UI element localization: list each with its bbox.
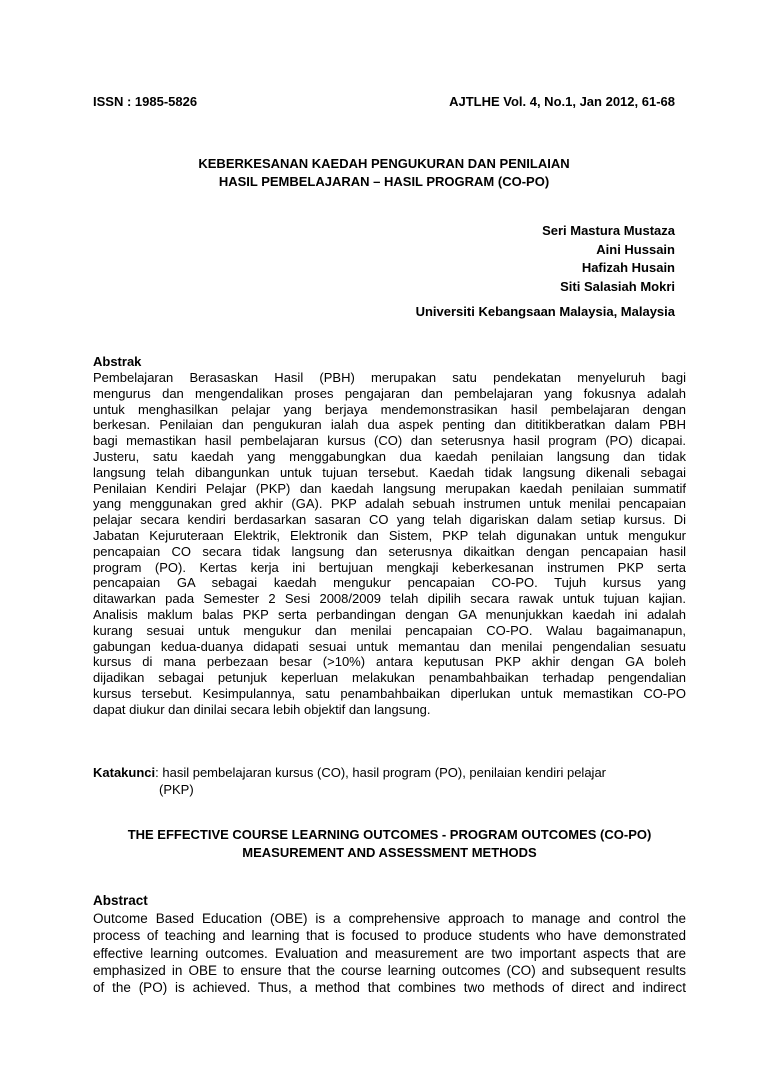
abstrak-line: berkesan. Penilaian dan pengukuran ialah dua aspek penting dan dititikberatkan dalam PBH <box>93 417 686 433</box>
issn-text: ISSN : 1985-5826 <box>93 94 198 109</box>
abstract-heading: Abstract <box>93 893 148 908</box>
abstrak-line: ditawarkan pada Semester 2 Sesi 2008/2009 telah dipilih secara rawak untuk tujuan kajian. <box>93 591 686 607</box>
abstrak-line: Jabatan Kejuruteraan Elektrik, Elektronik dan Sistem, PKP telah digunakan untuk mengukur <box>93 527 686 543</box>
abstrak-line: Penilaian Kendiri Pelajar (PKP) dan kaedah langsung merupakan kaedah penilaian summatif <box>93 480 686 496</box>
abstract-line: of the (PO) is achieved. Thus, a method that combines two methods of direct and indirect <box>93 980 686 996</box>
abstrak-line: dijadikan sebagai petunjuk keperluan melakukan penambahbaikan terhadap pengendalian <box>93 670 686 686</box>
abstract-line: emphasized in OBE to ensure that the course learning outcomes (CO) and subsequent results <box>93 962 686 978</box>
abstrak-body <box>93 370 686 718</box>
abstrak-line: pelajar secara kendiri berdasarkan sasaran CO yang telah digariskan dalam setiap kursus. Di <box>93 512 686 528</box>
abstrak-line: program (PO). Kertas kerja ini bertujuan mengkaji keberkesanan instrumen PKP serta <box>93 559 686 575</box>
keywords-continuation: (PKP) <box>159 782 194 797</box>
abstrak-line: Justeru, satu kaedah yang menggabungkan dua kaedah penilaian langsung dan tidak <box>93 448 686 464</box>
abstrak-line: yang menggunakan gred akhir (GA). PKP adalah sebuah instrumen untuk menilai pencapaian <box>93 496 686 512</box>
abstrak-line: mengurus dan mengendalikan proses pengajaran dan pembelajaran yang fokusnya adalah <box>93 385 686 401</box>
abstrak-line: bagi memastikan hasil pembelajaran kursus (CO) dan seterusnya hasil program (PO) dicapai. <box>93 433 686 449</box>
abstrak-last-line: dapat diukur dan dinilai secara lebih objektif dan langsung. <box>93 701 431 717</box>
author-name: Aini Hussain <box>596 241 675 257</box>
journal-citation: AJTLHE Vol. 4, No.1, Jan 2012, 61-68 <box>449 94 675 109</box>
malay-title <box>93 155 675 191</box>
abstrak-line: Pembelajaran Berasaskan Hasil (PBH) merupakan satu pendekatan menyeluruh bagi <box>93 370 686 385</box>
abstrak-line: Analisis maklum balas PKP serta perbandingan dengan GA menunjukkan kaedah ini adalah <box>93 606 686 622</box>
keywords-label: Katakunci <box>93 765 156 780</box>
keywords-malay <box>93 764 686 798</box>
abstract-line: Outcome Based Education (OBE) is a comprehensive approach to manage and control the <box>93 911 686 926</box>
author-name: Seri Mastura Mustaza <box>542 223 675 238</box>
abstract-line: process of teaching and learning that is focused to produce students who have demonstrated <box>93 928 686 944</box>
malay-title-line-1: KEBERKESANAN KAEDAH PENGUKURAN DAN PENILAIAN <box>198 156 570 171</box>
abstrak-line: kursus tersebut. Kesimpulannya, satu penambahbaikan diperlukan untuk memastikan CO-PO <box>93 685 686 701</box>
abstract-line: effective learning outcomes. Evaluation and measurement are two important aspects that are <box>93 945 686 961</box>
abstrak-line: pencapaian CO secara tidak langsung dan seterusnya dikaitkan dengan pencapaian hasil <box>93 543 686 559</box>
abstrak-line: gabungan kedua-duanya didapati sesuai untuk memantau dan menilai pengendalian sesuatu <box>93 638 686 654</box>
english-title-line-1: THE EFFECTIVE COURSE LEARNING OUTCOMES - PROGRAM OUTCOMES (CO-PO) <box>127 827 652 842</box>
affiliation: Universiti Kebangsaan Malaysia, Malaysia <box>415 304 675 319</box>
abstrak-line: untuk menghasilkan pelajar yang berjaya mendemonstrasikan hasil pembelajaran dengan <box>93 401 686 417</box>
malay-title-line-2: HASIL PEMBELAJARAN – HASIL PROGRAM (CO-PO) <box>218 174 550 189</box>
keywords-text: : hasil pembelajaran kursus (CO), hasil program (PO), penilaian kendiri pelajar <box>155 765 607 780</box>
abstrak-line: kursus di mana perbezaan besar (>10%) antara keputusan PKP akhir dengan GA boleh <box>93 654 686 670</box>
english-title <box>93 826 686 862</box>
author-name: Hafizah Husain <box>581 260 675 275</box>
english-title-line-2: MEASUREMENT AND ASSESSMENT METHODS <box>242 845 537 860</box>
abstract-body <box>93 910 686 996</box>
abstrak-line: langsung telah dibangunkan untuk tujuan tersebut. Kaedah tidak langsung dikenali sebagai <box>93 464 686 480</box>
abstrak-heading: Abstrak <box>93 354 142 369</box>
author-list <box>542 222 675 296</box>
abstrak-line: pencapaian GA sebagai kaedah mengukur pencapaian CO-PO. Tujuh kursus yang <box>93 575 686 591</box>
author-name: Siti Salasiah Mokri <box>560 278 675 294</box>
abstrak-line: kurang sesuai untuk mengukur dan menilai pencapaian CO-PO. Walau bagaimanapun, <box>93 622 686 638</box>
